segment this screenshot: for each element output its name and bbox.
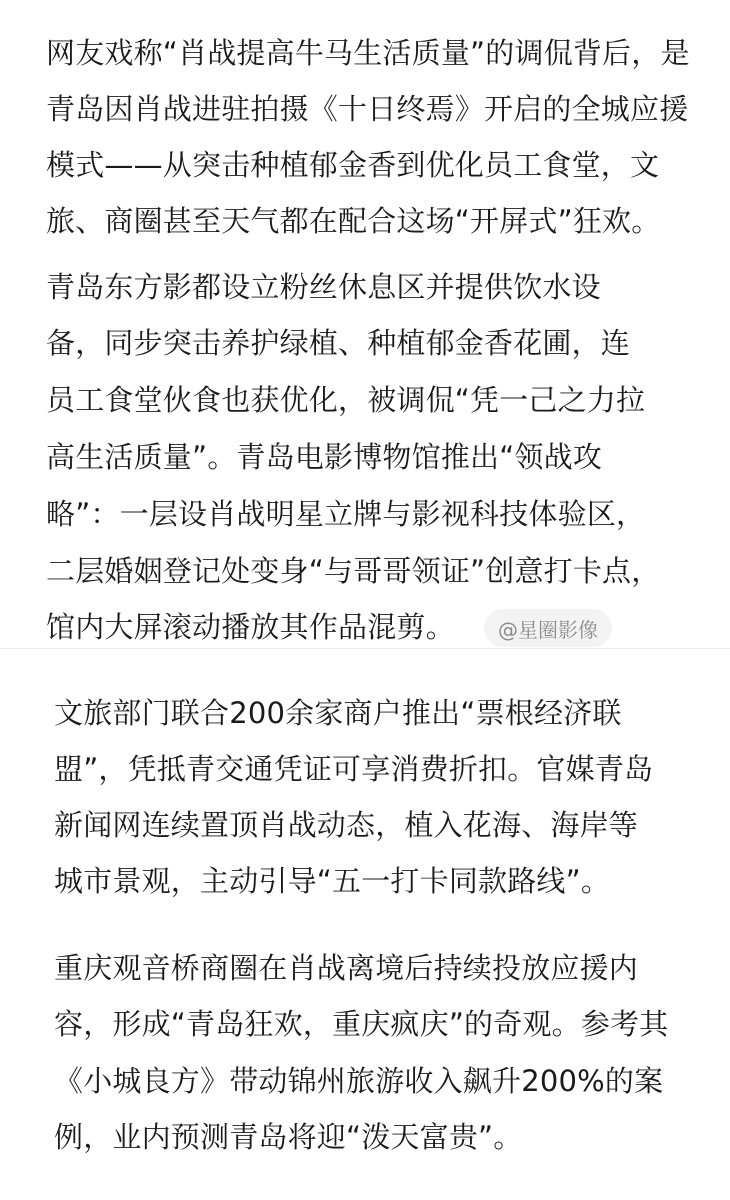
text-line: 《小城良方》带动锦州旅游收入飙升200%的案 [54,1064,664,1098]
text-line: 例，业内预测青岛将迎“泼天富贵”。 [54,1120,523,1154]
text-line: 重庆观音桥商圈在肖战离境后持续投放应援内 [54,951,639,985]
text-line: 城市景观，主动引导“五一打卡同款路线”。 [54,864,611,898]
text-line: 新闻网连续置顶肖战动态，植入花海、海岸等 [54,808,639,842]
watermark-badge: @星圈影像 [484,609,612,647]
text-line: 盟”，凭抵青交通凭证可享消费折扣。官媒青岛 [54,752,654,786]
section-divider [0,648,730,649]
text-line: 员工食堂伙食也获优化，被调侃“凭一己之力拉 [46,383,646,417]
text-line: 青岛东方影都设立粉丝休息区并提供饮水设 [46,270,601,304]
text-line: 模式——从突击种植郁金香到优化员工食堂，文 [46,148,660,182]
text-line: 高生活质量”。青岛电影博物馆推出“领战攻 [46,440,603,474]
text-line: 二层婚姻登记处变身“与哥哥领证”创意打卡点， [46,554,661,588]
text-line: 文旅部门联合200余家商户推出“票根经济联 [54,696,622,730]
text-line: 略”：一层设肖战明星立牌与影视科技体验区， [46,497,646,531]
text-line: 青岛因肖战进驻拍摄《十日终焉》开启的全城应援 [46,92,689,126]
text-line: 网友戏称“肖战提高牛马生活质量”的调侃背后，是 [46,36,690,70]
text-line: 旅、商圈甚至天气都在配合这场“开屏式”狂欢。 [46,204,661,238]
text-line: 备，同步突击养护绿植、种植郁金香花圃，连 [46,326,631,360]
text-line: 馆内大屏滚动播放其作品混剪。 [46,610,455,644]
text-line: 容，形成“青岛狂欢，重庆疯庆”的奇观。参考其 [54,1007,669,1041]
